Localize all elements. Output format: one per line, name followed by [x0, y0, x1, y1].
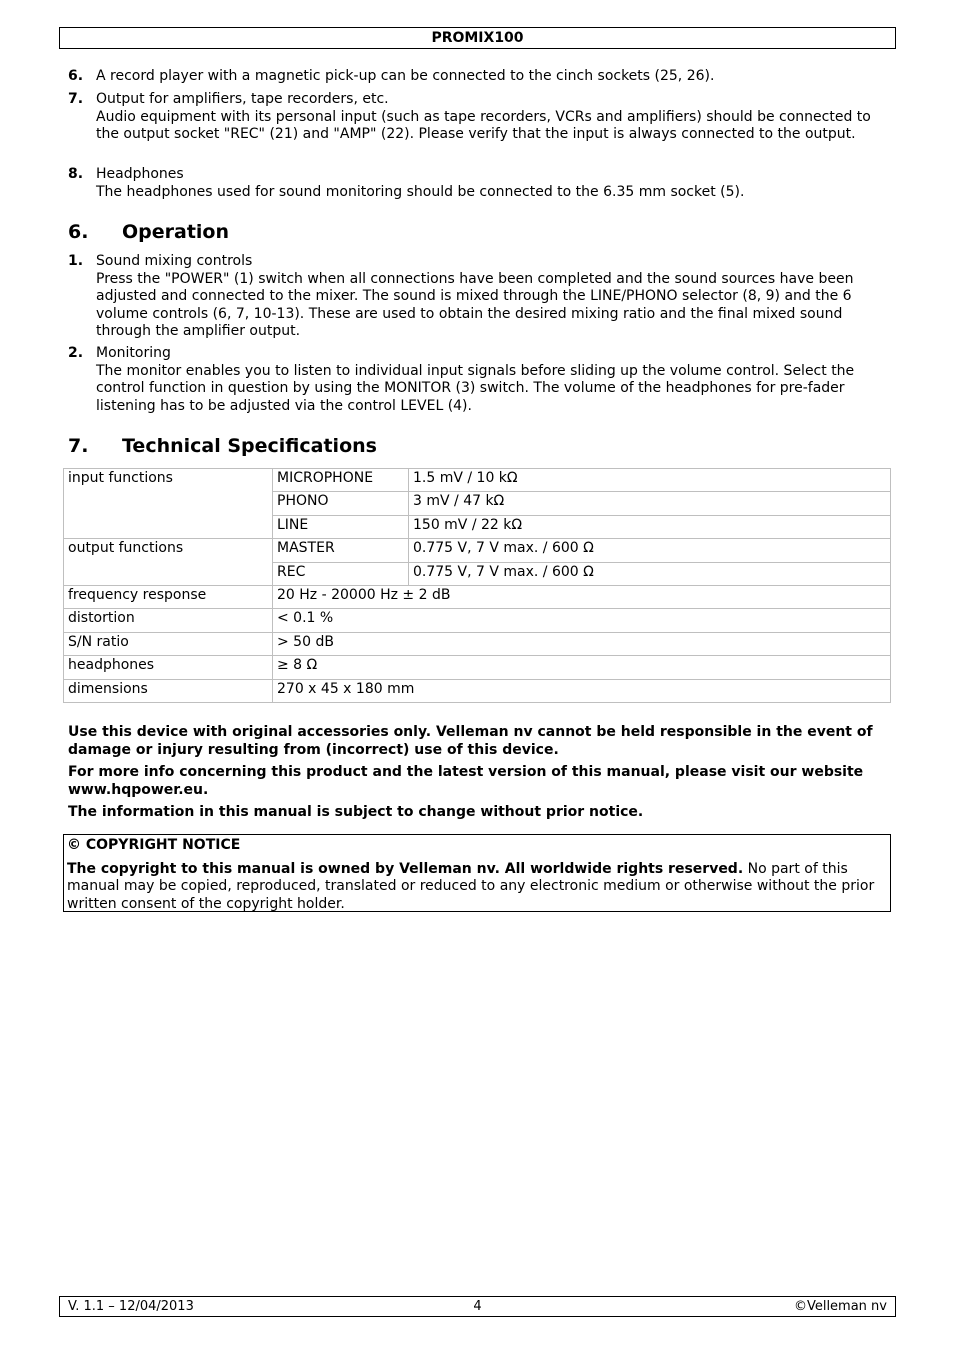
section-number: 7.: [68, 435, 89, 457]
section-number: 6.: [68, 221, 89, 243]
page-number: 4: [473, 1299, 482, 1314]
item-number: 1.: [68, 253, 84, 269]
item-heading: Monitoring: [96, 345, 171, 361]
spec-value: 3 mV / 47 kΩ: [409, 492, 891, 515]
item-text: Audio equipment with its personal input (such as tape recorders, VCRs and amplifiers) should be connected to the output socket "REC" (21) and "AMP" (22). Please verify that the input is always connected to the output.: [96, 108, 871, 142]
spec-value: 150 mV / 22 kΩ: [409, 515, 891, 538]
table-row: [64, 656, 891, 679]
list-item-connection-7: [68, 91, 888, 144]
item-heading: Output for amplifiers, tape recorders, etc.: [96, 91, 389, 107]
page-footer: [59, 1296, 896, 1317]
list-item-sound-mixing: [68, 253, 888, 341]
list-item-connection-6: [68, 68, 888, 86]
table-row: [64, 585, 891, 608]
spec-label: input functions: [64, 469, 273, 539]
table-row: [64, 679, 891, 702]
spec-subname: REC: [273, 562, 409, 585]
notice-subject-to-change: The information in this manual is subject to change without prior notice.: [68, 804, 644, 820]
spec-value: > 50 dB: [273, 632, 891, 655]
spec-subname: LINE: [273, 515, 409, 538]
spec-label: headphones: [64, 656, 273, 679]
item-number: 2.: [68, 345, 84, 361]
spec-label: dimensions: [64, 679, 273, 702]
list-item-monitoring: [68, 345, 888, 415]
spec-label: frequency response: [64, 585, 273, 608]
copyright-box: [63, 834, 891, 912]
spec-label: output functions: [64, 539, 273, 586]
notice-more-info: For more info concerning this product and the latest version of this manual, please visit our website www.hqpower.eu.: [68, 764, 864, 798]
section-title: Operation: [122, 221, 230, 243]
spec-subname: PHONO: [273, 492, 409, 515]
spec-value: 270 x 45 x 180 mm: [273, 679, 891, 702]
spec-value: ≥ 8 Ω: [273, 656, 891, 679]
section-heading-specs: [68, 435, 377, 457]
copyright-title: © COPYRIGHT NOTICE: [67, 837, 241, 853]
item-text: The headphones used for sound monitoring should be connected to the 6.35 mm socket (5).: [96, 183, 745, 200]
table-row: [64, 469, 891, 492]
table-row: [64, 632, 891, 655]
footer-company: ©Velleman nv: [793, 1299, 887, 1314]
item-heading: Sound mixing controls: [96, 253, 253, 269]
page-header: [59, 27, 896, 49]
spec-value: 0.775 V, 7 V max. / 600 Ω: [409, 562, 891, 585]
spec-subname: MASTER: [273, 539, 409, 562]
table-row: [64, 539, 891, 562]
spec-value: 0.775 V, 7 V max. / 600 Ω: [409, 539, 891, 562]
item-number: 8.: [68, 166, 84, 182]
item-heading: Headphones: [96, 166, 184, 182]
spec-subname: MICROPHONE: [273, 469, 409, 492]
section-title: Technical Specifications: [122, 435, 377, 457]
specs-table: [63, 468, 891, 703]
item-number: 7.: [68, 91, 84, 107]
list-item-connection-8: [68, 166, 888, 201]
item-text: A record player with a magnetic pick-up can be connected to the cinch sockets (25, 26).: [96, 68, 715, 84]
copyright-text: [67, 861, 887, 914]
version-date: V. 1.1 – 12/04/2013: [68, 1299, 194, 1314]
table-row: [64, 609, 891, 632]
section-heading-operation: [68, 221, 229, 243]
document-title: PROMIX100: [431, 30, 524, 46]
spec-value: < 0.1 %: [273, 609, 891, 632]
copyright-body-text: No part of this manual may be copied, reproduced, translated or reduced to any electronic medium or otherwise without the prior written consent of the copyright holder.: [67, 860, 875, 912]
item-number: 6.: [68, 68, 84, 84]
notice-accessories: Use this device with original accessories only. Velleman nv cannot be held responsible in the event of damage or injury resulting from (incorrect) use of this device.: [68, 724, 873, 758]
spec-label: distortion: [64, 609, 273, 632]
item-text: The monitor enables you to listen to individual input signals before sliding up the volume control. Select the control function in question by using the MONITOR (3) switch. The volume of the headphones for pre-fader listening has to be adjusted via the control LEVEL (4).: [96, 362, 855, 414]
spec-value: 20 Hz - 20000 Hz ± 2 dB: [273, 585, 891, 608]
copyright-bold-text: The copyright to this manual is owned by Velleman nv. All worldwide rights reserved.: [67, 860, 744, 877]
item-text: Press the "POWER" (1) switch when all connections have been completed and the sound sources have been adjusted and connected to the mixer. The sound is mixed through the LINE/PHONO selector (8, 9) and the 6 volume controls (6, 7, 10-13). These are used to obtain the desired mixing ratio and the final mixed sound through the amplifier output.: [96, 270, 854, 339]
spec-value: 1.5 mV / 10 kΩ: [409, 469, 891, 492]
spec-label: S/N ratio: [64, 632, 273, 655]
